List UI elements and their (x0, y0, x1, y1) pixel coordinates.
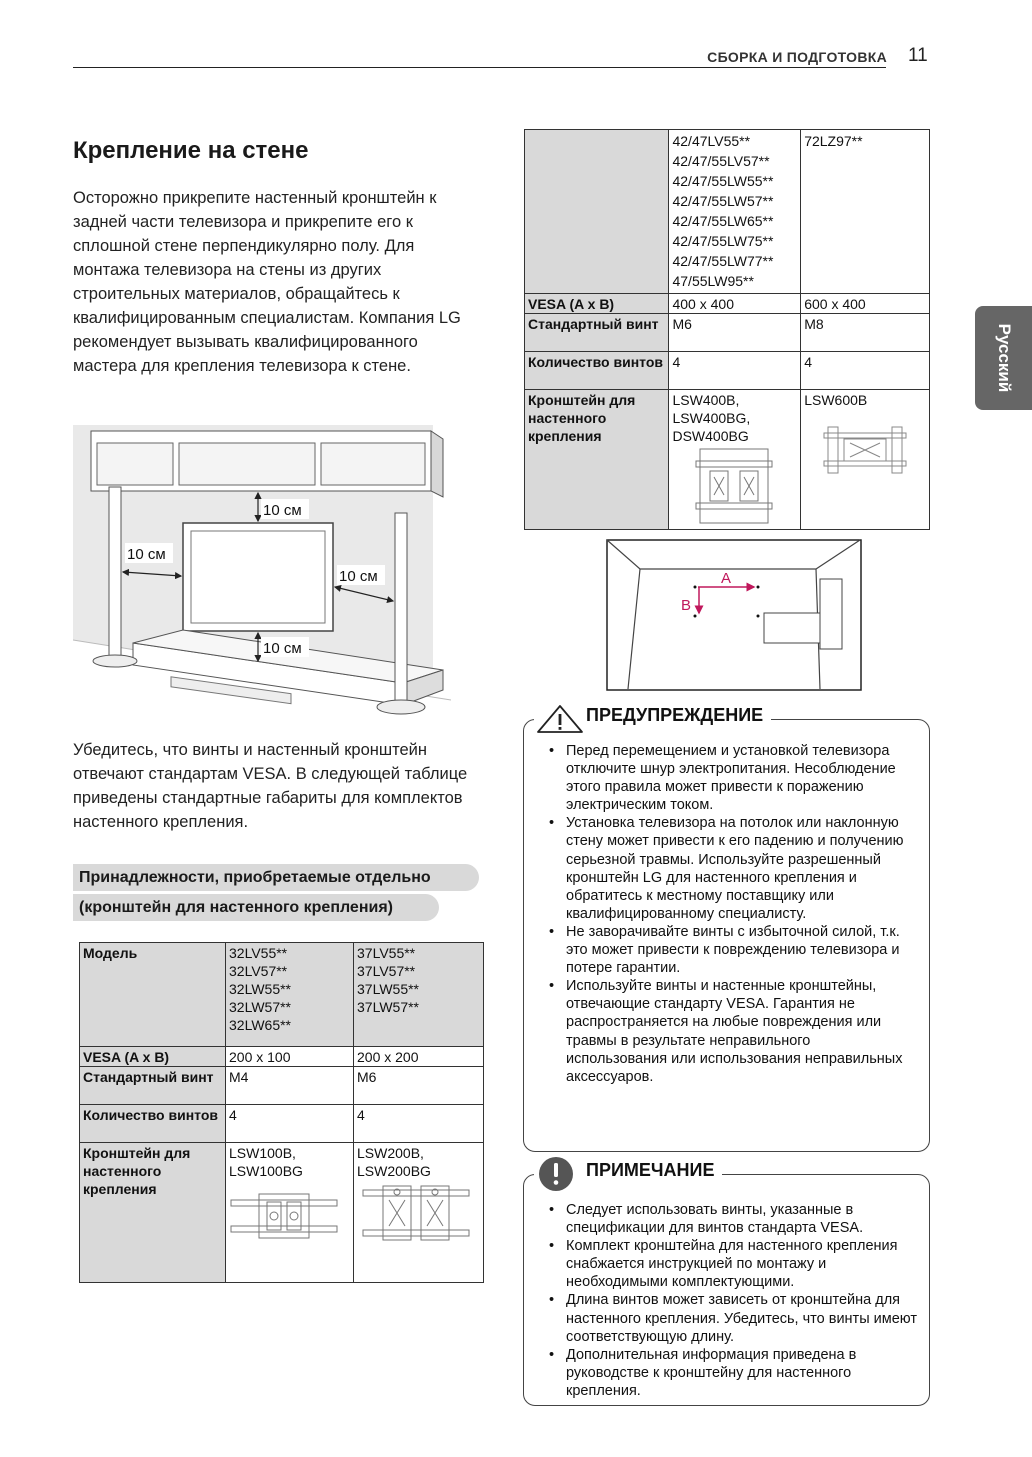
clearance-right-label: 10 см (339, 568, 378, 585)
model-list: 72LZ97** (801, 130, 930, 294)
note-title: ПРИМЕЧАНИЕ (578, 1160, 722, 1181)
clearance-top-label: 10 см (263, 502, 302, 519)
dimension-a-label: A (721, 570, 732, 587)
clearance-left-label: 10 см (127, 546, 166, 563)
bracket-image (361, 1184, 471, 1244)
clearance-bottom-label: 10 см (263, 640, 302, 657)
note-item: • Дополнительная информация приведена в руководстве к кронштейну для настенного крепления. (543, 1346, 918, 1400)
intro-paragraph: Осторожно прикрепите настенный кронштейн к задней части телевизора и прикрепите его к сплошной стене перпендикулярно полу. Для монтажа телевизора на стены из других строительных материалов, обращайтесь к квалифицированным специалистам. Компания LG рекомендует вызывать квалифицированного мастера для крепления телевизора к стене. (73, 189, 461, 375)
note-item: • Комплект кронштейна для настенного крепления снабжается инструкцией по монтажу и необходимыми комплектующими. (543, 1237, 918, 1291)
bracket-label: Кронштейн для настенного крепления (80, 1143, 226, 1283)
note-list (543, 1201, 918, 1400)
tv-clearance-diagram (73, 425, 451, 725)
screw-count-value: 4 (801, 352, 930, 390)
vesa-label: VESA (A x B) (525, 294, 669, 314)
accessory-heading-line-2: (кронштейн для настенного крепления) (73, 894, 439, 921)
warning-item: • Не заворачивайте винты с избыточной силой, т.к. это может привести к повреждению телевизора и потере гарантии. (543, 923, 913, 977)
bracket-model: LSW200B, LSW200BG (357, 1145, 431, 1179)
accessory-heading-line-1: Принадлежности, приобретаемые отдельно (73, 864, 479, 891)
note-icon (534, 1154, 578, 1194)
warning-item: • Используйте винты и настенные кронштейны, отвечающие стандарту VESA. Гарантия не распространяется на любые повреждения или травмы в результате неправильного использования или использования неправильных аксессуаров. (543, 977, 913, 1086)
language-tab (975, 306, 1032, 410)
screw-count-label: Количество винтов (525, 352, 669, 390)
bracket-image (229, 1192, 339, 1242)
vesa-ab-diagram (606, 539, 862, 691)
screw-value: M4 (226, 1067, 354, 1105)
model-list: 42/47LV55** 42/47/55LV57** 42/47/55LW55** 42/47/55LW57** 42/47/55LW65** 42/47/55LW75** 42/47/55LW77** 47/55LW95** (669, 130, 801, 294)
bracket-model: LSW600B (804, 392, 868, 408)
empty-header-cell (525, 130, 669, 294)
vesa-label: VESA (A x B) (80, 1047, 226, 1067)
bracket-model: LSW400B, LSW400BG, DSW400BG (672, 392, 751, 444)
screw-count-label: Количество винтов (80, 1105, 226, 1143)
warning-item: • Установка телевизора на потолок или наклонную стену может привести к его падению и получению серьезной травмы. Используйте разрешенный кронштейн LG для настенного крепления и обратитесь к местному поставщику или квалифицированному специалисту. (543, 814, 913, 923)
bracket-model: LSW100B, LSW100BG (229, 1145, 303, 1179)
vesa-paragraph: Убедитесь, что винты и настенный кронштейн отвечают стандартам VESA. В следующей таблице приведены стандартные габариты для комплектов настенного крепления. (73, 741, 468, 831)
warning-title: ПРЕДУПРЕЖДЕНИЕ (578, 705, 771, 726)
dimension-b-label: B (681, 597, 692, 614)
vesa-value: 400 x 400 (669, 294, 801, 314)
model-list: 37LV55** 37LV57** 37LW55** 37LW57** (354, 943, 484, 1047)
warning-item: • Перед перемещением и установкой телевизора отключите шнур электропитания. Несоблюдение этого правила может привести к поражению электрическим током. (543, 742, 913, 814)
header-rule (73, 67, 886, 68)
bracket-label: Кронштейн для настенного крепления (525, 390, 669, 530)
language-tab-label: Русский (994, 323, 1014, 393)
screw-count-value: 4 (354, 1105, 484, 1143)
screw-value: M6 (669, 314, 801, 352)
model-list: 32LV55** 32LV57** 32LW55** 32LW57** 32LW65** (226, 943, 354, 1047)
screw-value: M6 (354, 1067, 484, 1105)
warning-list (543, 742, 913, 1086)
bracket-spec-table-1 (79, 942, 484, 1283)
vesa-value: 600 x 400 (801, 294, 930, 314)
note-item: • Следует использовать винты, указанные в спецификации для винтов стандарта VESA. (543, 1201, 918, 1237)
model-label: Модель (80, 943, 226, 1047)
section-title: СБОРКА И ПОДГОТОВКА (707, 49, 887, 65)
screw-label: Стандартный винт (525, 314, 669, 352)
screw-value: M8 (801, 314, 930, 352)
screw-label: Стандартный винт (80, 1067, 226, 1105)
page-title: Крепление на стене (73, 137, 309, 164)
vesa-value: 200 x 200 (354, 1047, 484, 1067)
screw-count-value: 4 (669, 352, 801, 390)
bracket-image (694, 447, 774, 525)
screw-count-value: 4 (226, 1105, 354, 1143)
bracket-image (822, 425, 908, 475)
note-item: • Длина винтов может зависеть от кронштейна для настенного крепления. Убедитесь, что винты имеют соответствующую длину. (543, 1291, 918, 1345)
bracket-spec-table-2 (524, 129, 930, 530)
page-number: 11 (908, 45, 928, 66)
vesa-value: 200 x 100 (226, 1047, 354, 1067)
